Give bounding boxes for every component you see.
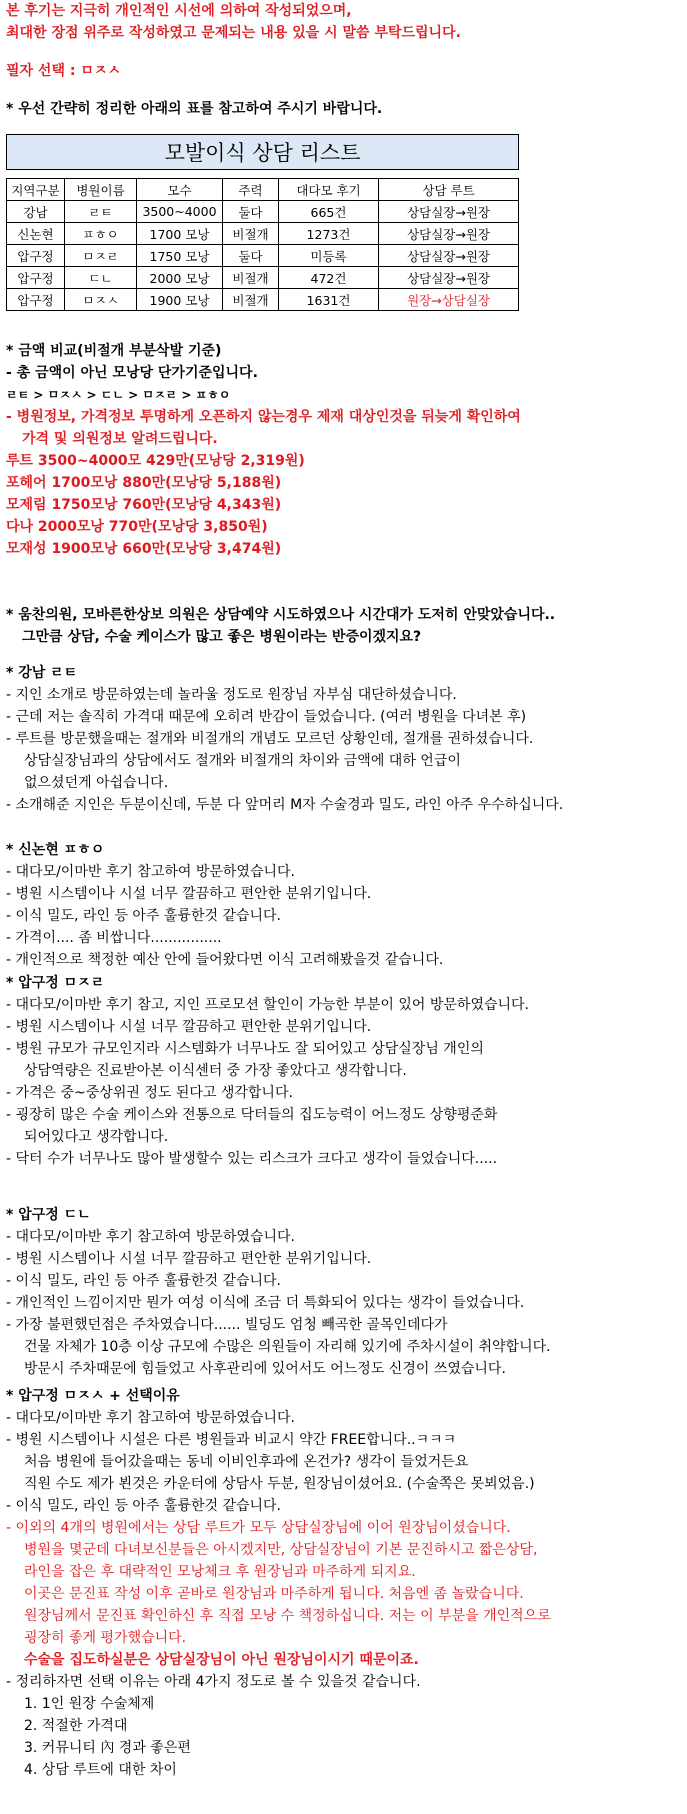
section-heading: * 강남 ㄹㅌ <box>6 665 78 681</box>
col-header: 대다모 후기 <box>279 179 379 201</box>
note-line-2: 그만큼 상담, 수술 케이스가 많고 좋은 병원이라는 반증이겠지요? <box>22 629 422 645</box>
table-cell: 2000 모낭 <box>137 267 223 289</box>
section-line: 1. 1인 원장 수술체제 <box>24 1696 155 1712</box>
price-heading: * 금액 비교(비절개 부분삭발 기준) <box>6 343 222 359</box>
table-cell: ㅁㅈㄹ <box>65 245 137 267</box>
section-line: - 병원 규모가 규모인지라 시스템화가 너무나도 잘 되어있고 상담실장님 개인의 <box>6 1041 484 1057</box>
section-line: - 개인적으로 책정한 예산 안에 들어왔다면 이식 고려해봤을것 같습니다. <box>6 952 444 968</box>
section-line: - 굉장히 많은 수술 케이스와 전통으로 닥터들의 집도능력이 어느정도 상향평준화 <box>6 1107 498 1123</box>
col-header: 주력 <box>223 179 279 201</box>
table-cell: 1900 모낭 <box>137 289 223 311</box>
col-header: 모수 <box>137 179 223 201</box>
section-line: - 가격이.... 좀 비쌉니다................ <box>6 930 222 946</box>
table-row <box>7 223 519 245</box>
table-cell: ㅁㅈㅅ <box>65 289 137 311</box>
section-line: - 병원 시스템이나 시설 너무 깔끔하고 편안한 분위기입니다. <box>6 1019 372 1035</box>
section-line: - 이식 밀도, 라인 등 아주 훌륭한것 같습니다. <box>6 1273 282 1289</box>
price-warning-1: - 병원정보, 가격정보 투명하게 오픈하지 않는경우 제재 대상인것을 뒤늦게 확인하여 <box>6 409 521 425</box>
table-row <box>7 245 519 267</box>
table-cell: 1750 모낭 <box>137 245 223 267</box>
pick-line: 필자 선택 : ㅁㅈㅅ <box>6 63 121 79</box>
section-line: 4. 상담 루트에 대한 차이 <box>24 1762 177 1778</box>
table-cell: 상담실장→원장 <box>379 223 519 245</box>
table-row <box>7 289 519 311</box>
section-line: 처음 병원에 들어갔을때는 동네 이비인후과에 온건가? 생각이 들었거든요 <box>24 1454 469 1470</box>
table-cell: 압구정 <box>7 267 65 289</box>
section-line: 이곳은 문진표 작성 이후 곧바로 원장님과 마주하게 됩니다. 처음엔 좀 놀랐습니다. <box>24 1586 524 1602</box>
col-header: 상담 루트 <box>379 179 519 201</box>
section-line: 굉장히 좋게 평가했습니다. <box>24 1630 187 1646</box>
intro-line-2: 최대한 장점 위주로 작성하였고 문제되는 내용 있을 시 말씀 부탁드립니다. <box>6 25 461 41</box>
section-line: - 병원 시스템이나 시설 너무 깔끔하고 편안한 분위기입니다. <box>6 1251 372 1267</box>
price-line: 다나 2000모낭 770만(모낭당 3,850원) <box>6 519 268 535</box>
section-line: - 루트를 방문했을때는 절개와 비절개의 개념도 모르던 상황인데, 절개를 권하셨습니다. <box>6 731 534 747</box>
section-line: - 소개해준 지인은 두분이신데, 두분 다 앞머리 M자 수술경과 밀도, 라인 아주 우수하십니다. <box>6 797 564 813</box>
section-line: - 이식 밀도, 라인 등 아주 훌륭한것 같습니다. <box>6 1498 282 1514</box>
table-cell: 강남 <box>7 201 65 223</box>
section-line: 라인을 잡은 후 대략적인 모낭체크 후 원장님과 마주하게 되지요. <box>24 1564 416 1580</box>
table-cell: 비절개 <box>223 267 279 289</box>
table-cell: 3500~4000 <box>137 201 223 223</box>
note-line-1: * 움찬의원, 모바른한상보 의원은 상담예약 시도하였으나 시간대가 도저히 안맞았습니다.. <box>6 607 556 623</box>
section-line: - 이외의 4개의 병원에서는 상담 루트가 모두 상담실장님에 이어 원장님이셨습니다. <box>6 1520 511 1536</box>
section-line: - 이식 밀도, 라인 등 아주 훌륭한것 같습니다. <box>6 908 282 924</box>
table-cell: 상담실장→원장 <box>379 267 519 289</box>
table-cell: 665건 <box>279 201 379 223</box>
section-line: 방문시 주차때문에 힘들었고 사후관리에 있어서도 어느정도 신경이 쓰였습니다. <box>24 1361 506 1377</box>
section-line: 건물 자체가 10층 이상 규모에 수많은 의원들이 자리해 있기에 주차시설이 취약합니다. <box>24 1339 551 1355</box>
section-line: - 병원 시스템이나 시설 너무 깔끔하고 편안한 분위기입니다. <box>6 886 372 902</box>
section-line: 수술을 집도하실분은 상담실장님이 아닌 원장님이시기 때문이죠. <box>24 1652 419 1668</box>
table-row <box>7 267 519 289</box>
section-line: 직원 수도 제가 뵌것은 카운터에 상담사 두분, 원장님이셨어요. (수술쪽은 못뵈었음.) <box>24 1476 535 1492</box>
section-heading: * 압구정 ㅁㅈㄹ <box>6 975 105 991</box>
section-line: - 가격은 중~중상위권 정도 된다고 생각합니다. <box>6 1085 293 1101</box>
table-cell: 상담실장→원장 <box>379 201 519 223</box>
table-note: * 우선 간략히 정리한 아래의 표를 참고하여 주시기 바랍니다. <box>6 101 383 117</box>
section-line: 없으셨던게 아쉽습니다. <box>24 775 169 791</box>
price-line: 포헤어 1700모낭 880만(모낭당 5,188원) <box>6 475 282 491</box>
section-line: - 정리하자면 선택 이유는 아래 4가지 정도로 볼 수 있을것 같습니다. <box>6 1674 421 1690</box>
section-line: 되어있다고 생각합니다. <box>24 1129 169 1145</box>
section-line: 3. 커뮤니티 內 경과 좋은편 <box>24 1740 191 1756</box>
section-line: 상담실장님과의 상담에서도 절개와 비절개의 차이와 금액에 대하 언급이 <box>24 753 461 769</box>
table-cell: 둘다 <box>223 201 279 223</box>
col-header: 지역구분 <box>7 179 65 201</box>
table-header-row <box>7 179 519 201</box>
price-warning-2: 가격 및 의원정보 알려드립니다. <box>22 431 218 447</box>
table-cell: 비절개 <box>223 223 279 245</box>
section-line: 병원을 몇군데 다녀보신분들은 아시겠지만, 상담실장님이 기본 문진하시고 짧은상담, <box>24 1542 538 1558</box>
table-cell: 비절개 <box>223 289 279 311</box>
section-line: - 가장 불편했던점은 주차였습니다...... 빌딩도 엄청 빼곡한 골목인데다가 <box>6 1317 448 1333</box>
section-heading: * 압구정 ㅁㅈㅅ + 선택이유 <box>6 1388 180 1404</box>
section-line: - 대다모/이마반 후기 참고하여 방문하였습니다. <box>6 1410 295 1426</box>
table-cell: 신논현 <box>7 223 65 245</box>
section-heading: * 압구정 ㄷㄴ <box>6 1207 91 1223</box>
consult-list-table <box>6 134 519 311</box>
section-line: - 개인적인 느낌이지만 뭔가 여성 이식에 조금 더 특화되어 있다는 생각이 들었습니다. <box>6 1295 525 1311</box>
table-cell: 둘다 <box>223 245 279 267</box>
price-line: 모제림 1750모낭 760만(모낭당 4,343원) <box>6 497 282 513</box>
table-cell: ㄹㅌ <box>65 201 137 223</box>
section-line: - 대다모/이마반 후기 참고, 지인 프로모션 할인이 가능한 부분이 있어 방문하였습니다. <box>6 997 529 1013</box>
price-ranking: ㄹㅌ > ㅁㅈㅅ > ㄷㄴ > ㅁㅈㄹ > ㅍㅎㅇ <box>6 388 231 402</box>
table-cell: 472건 <box>279 267 379 289</box>
table-cell: 압구정 <box>7 245 65 267</box>
table-cell: 압구정 <box>7 289 65 311</box>
section-line: - 대다모/이마반 후기 참고하여 방문하였습니다. <box>6 1229 295 1245</box>
section-line: - 지인 소개로 방문하였는데 놀라울 정도로 원장님 자부심 대단하셨습니다. <box>6 687 457 703</box>
table-cell: 1631건 <box>279 289 379 311</box>
intro-line-1: 본 후기는 지극히 개인적인 시선에 의하여 작성되었으며, <box>6 3 352 19</box>
table-cell: 1700 모낭 <box>137 223 223 245</box>
section-line: - 병원 시스템이나 시설은 다른 병원들과 비교시 약간 FREE합니다..ㅋㅋㅋ <box>6 1432 457 1448</box>
table-cell: 미등록 <box>279 245 379 267</box>
table-cell: ㅍㅎㅇ <box>65 223 137 245</box>
table-row <box>7 201 519 223</box>
price-line: 모재성 1900모낭 660만(모낭당 3,474원) <box>6 541 282 557</box>
section-line: - 근데 저는 솔직히 가격대 때문에 오히려 반감이 들었습니다. (여러 병원을 다녀본 후) <box>6 709 527 725</box>
section-line: 2. 적절한 가격대 <box>24 1718 128 1734</box>
section-line: 원장님께서 문진표 확인하신 후 직접 모낭 수 책정하십니다. 저는 이 부분을 개인적으로 <box>24 1608 551 1624</box>
price-sub: - 총 금액이 아닌 모낭당 단가기준입니다. <box>6 365 258 381</box>
col-header: 병원이름 <box>65 179 137 201</box>
table-title: 모발이식 상담 리스트 <box>7 135 519 170</box>
section-heading: * 신논현 ㅍㅎㅇ <box>6 842 105 858</box>
price-line: 루트 3500~4000모 429만(모낭당 2,319원) <box>6 453 305 469</box>
section-line: - 닥터 수가 너무나도 많아 발생할수 있는 리스크가 크다고 생각이 들었습니다..... <box>6 1151 498 1167</box>
table-spacer <box>7 170 519 179</box>
table-cell: 상담실장→원장 <box>379 245 519 267</box>
table-cell: ㄷㄴ <box>65 267 137 289</box>
section-line: 상담역량은 진료받아본 이식센터 중 가장 좋았다고 생각합니다. <box>24 1063 407 1079</box>
table-cell-highlight: 원장→상담실장 <box>379 289 519 311</box>
table-cell: 1273건 <box>279 223 379 245</box>
section-line: - 대다모/이마반 후기 참고하여 방문하였습니다. <box>6 864 295 880</box>
